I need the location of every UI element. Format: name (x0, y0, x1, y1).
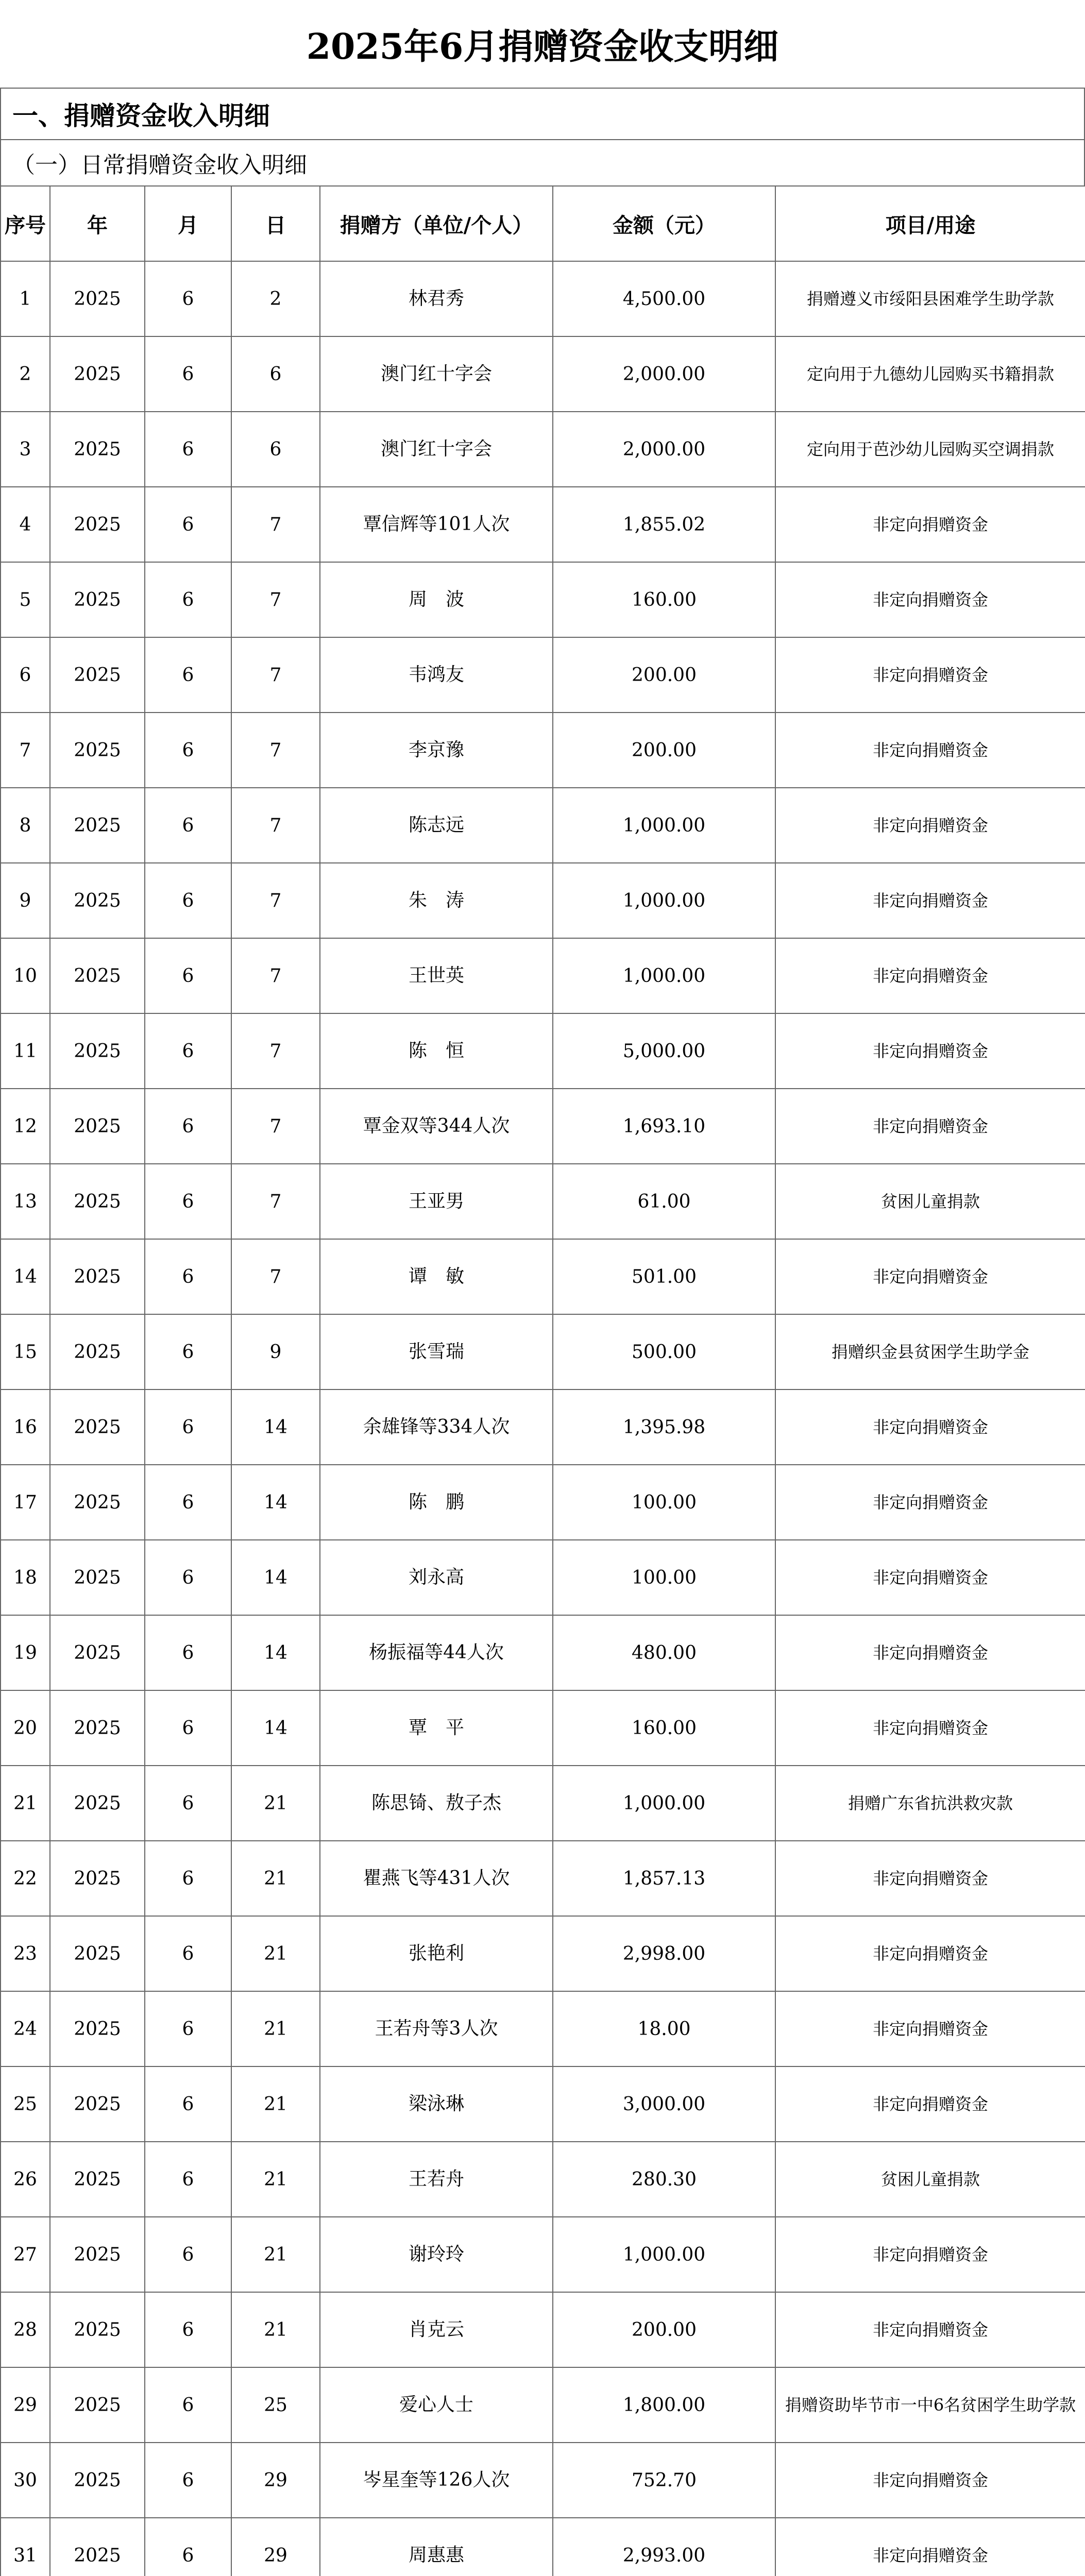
row-day: 7 (231, 1164, 320, 1239)
row-day: 6 (231, 412, 320, 487)
row-donor: 谢玲玲 (320, 2217, 553, 2292)
table-row (1, 2443, 1085, 2518)
row-day: 21 (231, 2142, 320, 2217)
row-year: 2025 (50, 1465, 145, 1540)
row-amount: 1,000.00 (553, 938, 775, 1013)
row-year: 2025 (50, 261, 145, 336)
row-month: 6 (145, 336, 231, 412)
row-year: 2025 (50, 1841, 145, 1916)
row-seq: 11 (1, 1013, 50, 1089)
row-purpose: 非定向捐赠资金 (775, 1690, 1085, 1766)
table-row (1, 863, 1085, 938)
row-donor: 杨振福等44人次 (320, 1615, 553, 1690)
row-day: 14 (231, 1615, 320, 1690)
row-day: 21 (231, 1991, 320, 2066)
row-purpose: 贫困儿童捐款 (775, 2142, 1085, 2217)
row-purpose: 非定向捐赠资金 (775, 2443, 1085, 2518)
row-amount: 2,000.00 (553, 412, 775, 487)
table-row (1, 1314, 1085, 1389)
row-donor: 王若舟 (320, 2142, 553, 2217)
row-year: 2025 (50, 2066, 145, 2142)
header-purpose: 项目/用途 (775, 186, 1085, 261)
row-donor: 王世英 (320, 938, 553, 1013)
row-donor: 周 波 (320, 562, 553, 637)
row-year: 2025 (50, 713, 145, 788)
row-purpose: 非定向捐赠资金 (775, 1841, 1085, 1916)
row-donor: 林君秀 (320, 261, 553, 336)
row-amount: 100.00 (553, 1540, 775, 1615)
row-month: 6 (145, 2292, 231, 2367)
row-month: 6 (145, 2367, 231, 2443)
row-year: 2025 (50, 1615, 145, 1690)
row-month: 6 (145, 1465, 231, 1540)
row-seq: 18 (1, 1540, 50, 1615)
row-seq: 31 (1, 2518, 50, 2576)
table-row (1, 412, 1085, 487)
row-seq: 15 (1, 1314, 50, 1389)
row-donor: 澳门红十字会 (320, 412, 553, 487)
table-row (1, 1766, 1085, 1841)
row-donor: 张艳利 (320, 1916, 553, 1991)
row-purpose: 非定向捐赠资金 (775, 637, 1085, 713)
row-day: 6 (231, 336, 320, 412)
row-amount: 160.00 (553, 1690, 775, 1766)
row-month: 6 (145, 863, 231, 938)
row-seq: 19 (1, 1615, 50, 1690)
table-row (1, 487, 1085, 562)
row-amount: 160.00 (553, 562, 775, 637)
row-day: 7 (231, 938, 320, 1013)
row-purpose: 非定向捐赠资金 (775, 487, 1085, 562)
row-purpose: 非定向捐赠资金 (775, 1615, 1085, 1690)
row-amount: 752.70 (553, 2443, 775, 2518)
row-month: 6 (145, 1540, 231, 1615)
row-seq: 3 (1, 412, 50, 487)
row-donor: 韦鸿友 (320, 637, 553, 713)
row-month: 6 (145, 562, 231, 637)
row-month: 6 (145, 261, 231, 336)
row-month: 6 (145, 1991, 231, 2066)
row-day: 9 (231, 1314, 320, 1389)
row-day: 7 (231, 487, 320, 562)
row-purpose: 捐赠织金县贫困学生助学金 (775, 1314, 1085, 1389)
row-amount: 3,000.00 (553, 2066, 775, 2142)
row-purpose: 非定向捐赠资金 (775, 788, 1085, 863)
row-seq: 23 (1, 1916, 50, 1991)
row-year: 2025 (50, 2443, 145, 2518)
row-purpose: 捐赠广东省抗洪救灾款 (775, 1766, 1085, 1841)
table-row (1, 938, 1085, 1013)
row-year: 2025 (50, 938, 145, 1013)
row-amount: 480.00 (553, 1615, 775, 1690)
row-day: 7 (231, 713, 320, 788)
row-year: 2025 (50, 412, 145, 487)
row-month: 6 (145, 2443, 231, 2518)
row-amount: 280.30 (553, 2142, 775, 2217)
row-donor: 王若舟等3人次 (320, 1991, 553, 2066)
table-row (1, 1615, 1085, 1690)
row-year: 2025 (50, 863, 145, 938)
row-seq: 21 (1, 1766, 50, 1841)
row-year: 2025 (50, 1314, 145, 1389)
row-amount: 2,993.00 (553, 2518, 775, 2576)
row-seq: 17 (1, 1465, 50, 1540)
row-seq: 29 (1, 2367, 50, 2443)
row-donor: 张雪瑞 (320, 1314, 553, 1389)
row-day: 21 (231, 2217, 320, 2292)
table-row (1, 1465, 1085, 1540)
row-month: 6 (145, 788, 231, 863)
row-year: 2025 (50, 1766, 145, 1841)
row-year: 2025 (50, 1089, 145, 1164)
table-row (1, 1540, 1085, 1615)
row-purpose: 非定向捐赠资金 (775, 2292, 1085, 2367)
row-seq: 13 (1, 1164, 50, 1239)
row-seq: 30 (1, 2443, 50, 2518)
row-seq: 4 (1, 487, 50, 562)
page-title: 2025年6月捐赠资金收支明细 (306, 26, 779, 67)
row-year: 2025 (50, 1690, 145, 1766)
row-amount: 501.00 (553, 1239, 775, 1314)
row-month: 6 (145, 2518, 231, 2576)
row-month: 6 (145, 1615, 231, 1690)
row-year: 2025 (50, 336, 145, 412)
row-seq: 24 (1, 1991, 50, 2066)
row-donor: 陈 鹏 (320, 1465, 553, 1540)
row-donor: 岑星奎等126人次 (320, 2443, 553, 2518)
row-day: 29 (231, 2518, 320, 2576)
row-month: 6 (145, 938, 231, 1013)
table-row (1, 713, 1085, 788)
row-day: 7 (231, 637, 320, 713)
row-amount: 500.00 (553, 1314, 775, 1389)
table-row (1, 2518, 1085, 2576)
row-amount: 1,800.00 (553, 2367, 775, 2443)
table-row (1, 2292, 1085, 2367)
row-year: 2025 (50, 487, 145, 562)
table-row (1, 1239, 1085, 1314)
row-seq: 7 (1, 713, 50, 788)
table-row (1, 1991, 1085, 2066)
row-month: 6 (145, 2217, 231, 2292)
table-row (1, 637, 1085, 713)
row-purpose: 非定向捐赠资金 (775, 1089, 1085, 1164)
row-donor: 覃金双等344人次 (320, 1089, 553, 1164)
row-day: 7 (231, 1013, 320, 1089)
row-donor: 余雄锋等334人次 (320, 1389, 553, 1465)
table-row (1, 1841, 1085, 1916)
row-year: 2025 (50, 2142, 145, 2217)
table-row (1, 562, 1085, 637)
row-day: 25 (231, 2367, 320, 2443)
row-purpose: 非定向捐赠资金 (775, 1991, 1085, 2066)
row-amount: 1,000.00 (553, 863, 775, 938)
row-amount: 200.00 (553, 2292, 775, 2367)
row-purpose: 非定向捐赠资金 (775, 562, 1085, 637)
row-purpose: 非定向捐赠资金 (775, 713, 1085, 788)
row-purpose: 定向用于九德幼儿园购买书籍捐款 (775, 336, 1085, 412)
row-seq: 27 (1, 2217, 50, 2292)
row-day: 21 (231, 1916, 320, 1991)
row-purpose: 捐赠遵义市绥阳县困难学生助学款 (775, 261, 1085, 336)
row-day: 21 (231, 2066, 320, 2142)
table-row (1, 1013, 1085, 1089)
header-year: 年 (50, 186, 145, 261)
row-amount: 200.00 (553, 637, 775, 713)
row-day: 29 (231, 2443, 320, 2518)
row-month: 6 (145, 637, 231, 713)
row-donor: 李京豫 (320, 713, 553, 788)
row-donor: 覃 平 (320, 1690, 553, 1766)
row-donor: 爱心人士 (320, 2367, 553, 2443)
row-seq: 9 (1, 863, 50, 938)
row-month: 6 (145, 1389, 231, 1465)
header-donor: 捐赠方（单位/个人） (320, 186, 553, 261)
row-amount: 5,000.00 (553, 1013, 775, 1089)
row-purpose: 非定向捐赠资金 (775, 1013, 1085, 1089)
row-seq: 14 (1, 1239, 50, 1314)
row-purpose: 非定向捐赠资金 (775, 1916, 1085, 1991)
table-row (1, 261, 1085, 336)
row-purpose: 非定向捐赠资金 (775, 1540, 1085, 1615)
row-day: 14 (231, 1690, 320, 1766)
row-day: 2 (231, 261, 320, 336)
header-amount: 金额（元） (553, 186, 775, 261)
row-year: 2025 (50, 1239, 145, 1314)
row-amount: 61.00 (553, 1164, 775, 1239)
row-month: 6 (145, 1314, 231, 1389)
row-amount: 2,000.00 (553, 336, 775, 412)
table-row (1, 1089, 1085, 1164)
row-day: 7 (231, 1089, 320, 1164)
table-row (1, 2142, 1085, 2217)
row-donor: 王亚男 (320, 1164, 553, 1239)
table-row (1, 1164, 1085, 1239)
row-day: 14 (231, 1540, 320, 1615)
row-seq: 6 (1, 637, 50, 713)
row-month: 6 (145, 2142, 231, 2217)
row-month: 6 (145, 1013, 231, 1089)
row-purpose: 非定向捐赠资金 (775, 1389, 1085, 1465)
row-year: 2025 (50, 1916, 145, 1991)
row-donor: 肖克云 (320, 2292, 553, 2367)
section-heading-income: 一、捐赠资金收入明细 (0, 88, 1085, 139)
row-day: 7 (231, 562, 320, 637)
row-seq: 2 (1, 336, 50, 412)
row-amount: 1,000.00 (553, 1766, 775, 1841)
row-purpose: 非定向捐赠资金 (775, 2518, 1085, 2576)
row-seq: 1 (1, 261, 50, 336)
row-seq: 8 (1, 788, 50, 863)
row-day: 14 (231, 1465, 320, 1540)
row-donor: 覃信辉等101人次 (320, 487, 553, 562)
row-seq: 12 (1, 1089, 50, 1164)
row-donor: 谭 敏 (320, 1239, 553, 1314)
table-row (1, 2066, 1085, 2142)
row-purpose: 捐赠资助毕节市一中6名贫困学生助学款 (775, 2367, 1085, 2443)
row-amount: 18.00 (553, 1991, 775, 2066)
row-year: 2025 (50, 1991, 145, 2066)
row-seq: 22 (1, 1841, 50, 1916)
table-row (1, 788, 1085, 863)
row-purpose: 贫困儿童捐款 (775, 1164, 1085, 1239)
row-amount: 1,693.10 (553, 1089, 775, 1164)
row-month: 6 (145, 1164, 231, 1239)
row-donor: 刘永高 (320, 1540, 553, 1615)
row-day: 21 (231, 1766, 320, 1841)
table-row (1, 1690, 1085, 1766)
row-amount: 1,000.00 (553, 788, 775, 863)
row-month: 6 (145, 487, 231, 562)
row-month: 6 (145, 1089, 231, 1164)
row-purpose: 非定向捐赠资金 (775, 938, 1085, 1013)
header-month: 月 (145, 186, 231, 261)
header-day: 日 (231, 186, 320, 261)
row-month: 6 (145, 1916, 231, 1991)
row-amount: 100.00 (553, 1465, 775, 1540)
row-seq: 25 (1, 2066, 50, 2142)
row-purpose: 非定向捐赠资金 (775, 863, 1085, 938)
table-body (1, 261, 1085, 2576)
row-year: 2025 (50, 2518, 145, 2576)
row-year: 2025 (50, 1540, 145, 1615)
row-purpose: 非定向捐赠资金 (775, 1239, 1085, 1314)
row-purpose: 非定向捐赠资金 (775, 1465, 1085, 1540)
row-day: 7 (231, 1239, 320, 1314)
row-amount: 1,000.00 (553, 2217, 775, 2292)
table-row (1, 2367, 1085, 2443)
row-month: 6 (145, 2066, 231, 2142)
row-day: 7 (231, 788, 320, 863)
row-purpose: 定向用于芭沙幼儿园购买空调捐款 (775, 412, 1085, 487)
row-amount: 4,500.00 (553, 261, 775, 336)
row-seq: 16 (1, 1389, 50, 1465)
row-month: 6 (145, 412, 231, 487)
row-donor: 陈思锜、敖子杰 (320, 1766, 553, 1841)
table-row (1, 1389, 1085, 1465)
row-purpose: 非定向捐赠资金 (775, 2217, 1085, 2292)
row-year: 2025 (50, 562, 145, 637)
row-seq: 5 (1, 562, 50, 637)
table-header-row (1, 186, 1085, 261)
row-amount: 1,395.98 (553, 1389, 775, 1465)
row-day: 21 (231, 1841, 320, 1916)
row-donor: 陈 恒 (320, 1013, 553, 1089)
row-donor: 朱 涛 (320, 863, 553, 938)
row-year: 2025 (50, 2292, 145, 2367)
row-amount: 200.00 (553, 713, 775, 788)
row-month: 6 (145, 1690, 231, 1766)
row-amount: 2,998.00 (553, 1916, 775, 1991)
table-row (1, 2217, 1085, 2292)
row-donor: 澳门红十字会 (320, 336, 553, 412)
row-month: 6 (145, 1841, 231, 1916)
row-year: 2025 (50, 1389, 145, 1465)
table-row (1, 1916, 1085, 1991)
row-year: 2025 (50, 788, 145, 863)
row-seq: 10 (1, 938, 50, 1013)
header-seq: 序号 (1, 186, 50, 261)
row-month: 6 (145, 1766, 231, 1841)
row-seq: 28 (1, 2292, 50, 2367)
row-year: 2025 (50, 637, 145, 713)
row-year: 2025 (50, 2217, 145, 2292)
table-row (1, 336, 1085, 412)
donation-income-table (0, 185, 1085, 2576)
row-donor: 陈志远 (320, 788, 553, 863)
row-donor: 瞿燕飞等431人次 (320, 1841, 553, 1916)
row-seq: 20 (1, 1690, 50, 1766)
row-year: 2025 (50, 1013, 145, 1089)
row-day: 21 (231, 2292, 320, 2367)
row-purpose: 非定向捐赠资金 (775, 2066, 1085, 2142)
row-day: 7 (231, 863, 320, 938)
row-seq: 26 (1, 2142, 50, 2217)
row-donor: 梁泳琳 (320, 2066, 553, 2142)
row-amount: 1,855.02 (553, 487, 775, 562)
row-day: 14 (231, 1389, 320, 1465)
row-month: 6 (145, 713, 231, 788)
row-amount: 1,857.13 (553, 1841, 775, 1916)
subsection-heading-daily-income: （一）日常捐赠资金收入明细 (0, 139, 1085, 185)
row-year: 2025 (50, 1164, 145, 1239)
row-donor: 周惠惠 (320, 2518, 553, 2576)
row-year: 2025 (50, 2367, 145, 2443)
row-month: 6 (145, 1239, 231, 1314)
